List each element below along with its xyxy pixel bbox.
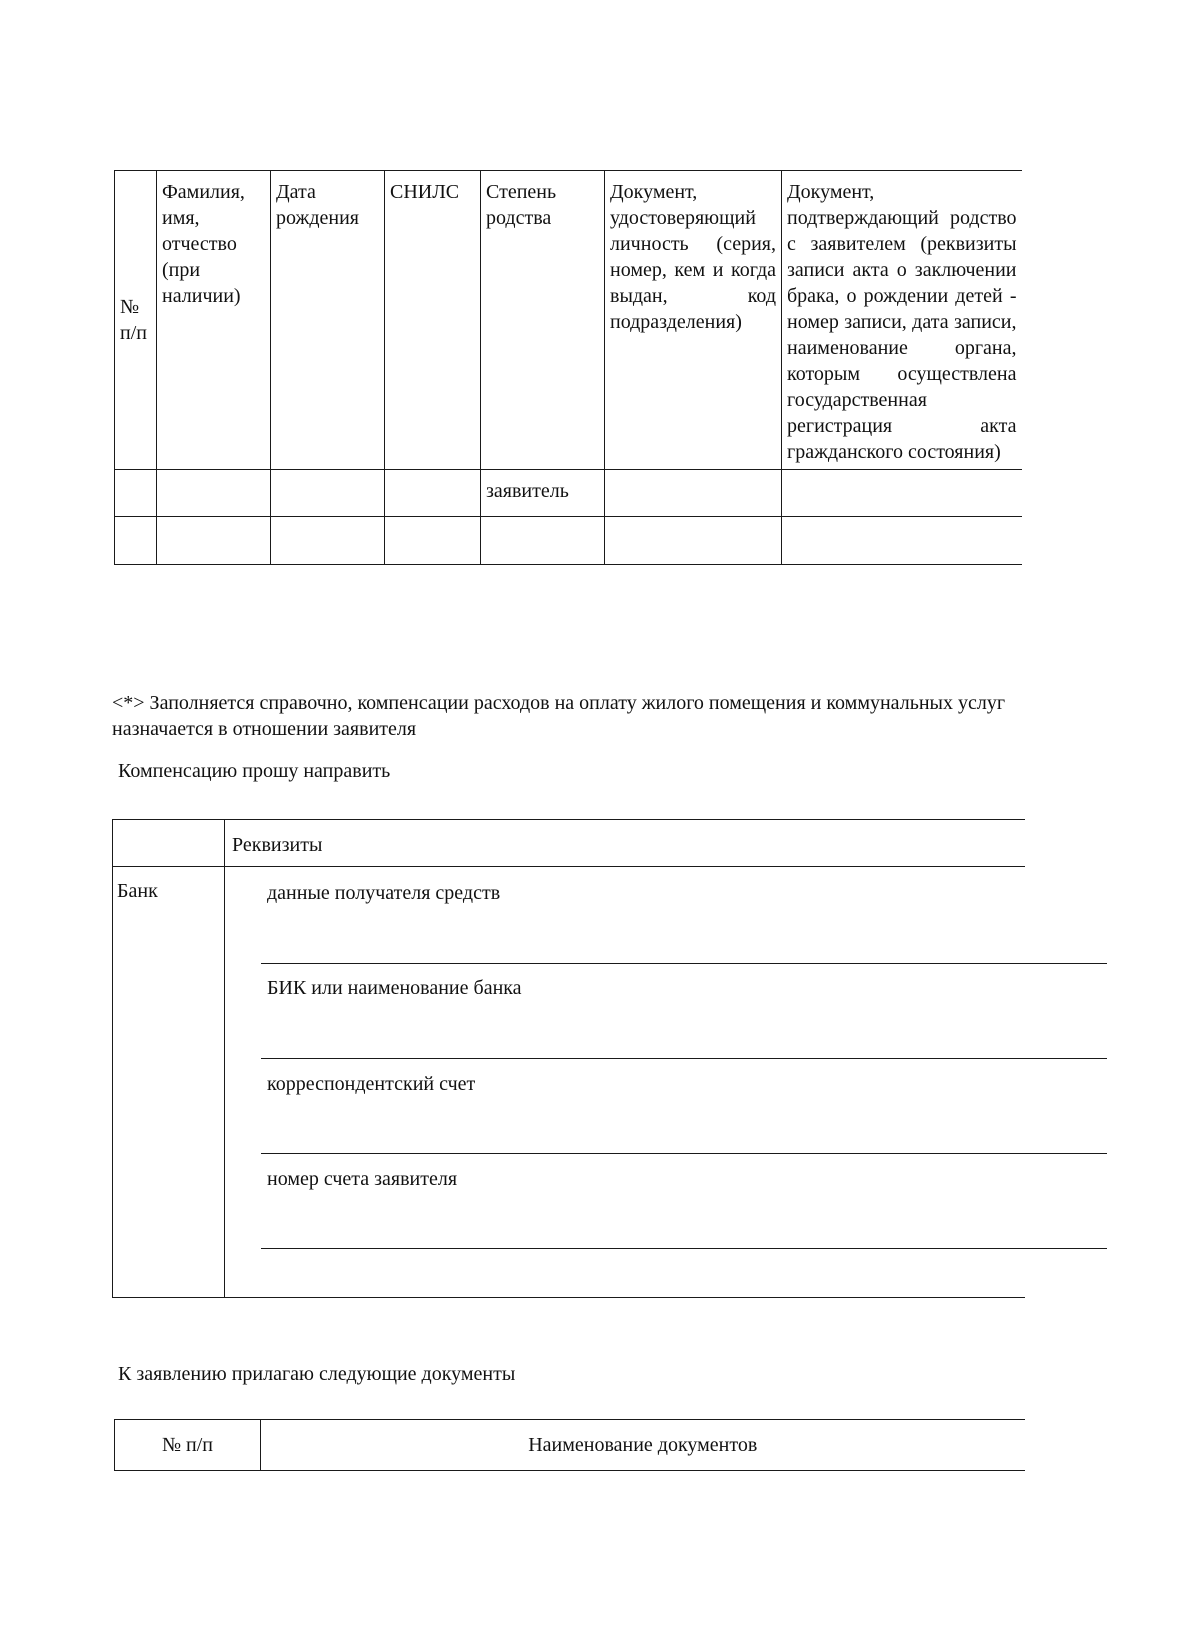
header-doc-number: № п/п bbox=[115, 1420, 261, 1471]
cell-snils[interactable] bbox=[385, 517, 481, 565]
cell-number[interactable] bbox=[115, 517, 157, 565]
bank-label: Банк bbox=[117, 880, 158, 902]
cell-relation: заявитель bbox=[481, 470, 605, 517]
header-divider bbox=[113, 866, 1025, 867]
header-relation: Степень родства bbox=[481, 171, 605, 470]
header-number: № п/п bbox=[115, 171, 157, 470]
documents-caption: К заявлению прилагаю следующие документы bbox=[118, 1363, 516, 1385]
cell-identity-document[interactable] bbox=[605, 470, 782, 517]
bank-requisites-block bbox=[112, 819, 1025, 1298]
table-row bbox=[115, 517, 1022, 565]
cell-full-name[interactable] bbox=[157, 470, 271, 517]
bank-bik-field[interactable] bbox=[261, 1058, 1107, 1059]
header-kinship-document: Документ, подтверждающий родство с заявителем (реквизиты записи акта о заключении брака, о рождении детей - номер записи, дата записи, наименование органа, которым осуществлена государственная регистрация акта гражданского состояния) bbox=[782, 171, 1022, 470]
documents-table-header-row bbox=[115, 1420, 1025, 1471]
cell-kinship-document[interactable] bbox=[782, 470, 1022, 517]
table-row bbox=[115, 470, 1022, 517]
family-table-header-row bbox=[115, 171, 1022, 470]
header-snils: СНИЛС bbox=[385, 171, 481, 470]
cell-birth-date[interactable] bbox=[271, 517, 385, 565]
header-identity-document: Документ, удостоверяющий личность (серия, номер, кем и когда выдан, код подразделения) bbox=[605, 171, 782, 470]
correspondent-account-field[interactable] bbox=[261, 1153, 1107, 1154]
column-divider bbox=[224, 820, 225, 1297]
header-birth-date: Дата рождения bbox=[271, 171, 385, 470]
cell-snils[interactable] bbox=[385, 470, 481, 517]
bank-bik-label: БИК или наименование банка bbox=[267, 977, 522, 999]
recipient-data-label: данные получателя средств bbox=[267, 882, 501, 904]
header-full-name: Фамилия, имя, отчество (при наличии) bbox=[157, 171, 271, 470]
cell-relation[interactable] bbox=[481, 517, 605, 565]
header-doc-name: Наименование документов bbox=[261, 1420, 1025, 1471]
recipient-data-field[interactable] bbox=[261, 963, 1107, 964]
cell-identity-document[interactable] bbox=[605, 517, 782, 565]
documents-table bbox=[114, 1419, 1025, 1471]
requisites-header: Реквизиты bbox=[232, 834, 323, 856]
family-members-table bbox=[114, 170, 1022, 565]
cell-number[interactable] bbox=[115, 470, 157, 517]
cell-birth-date[interactable] bbox=[271, 470, 385, 517]
compensation-caption: Компенсацию прошу направить bbox=[118, 760, 391, 782]
correspondent-account-label: корреспондентский счет bbox=[267, 1073, 476, 1095]
applicant-account-label: номер счета заявителя bbox=[267, 1168, 458, 1190]
footnote: <*> Заполняется справочно, компенсации расходов на оплату жилого помещения и коммунальных услуг назначается в отношении заявителя bbox=[112, 692, 1006, 740]
cell-full-name[interactable] bbox=[157, 517, 271, 565]
applicant-account-field[interactable] bbox=[261, 1248, 1107, 1249]
cell-kinship-document[interactable] bbox=[782, 517, 1022, 565]
